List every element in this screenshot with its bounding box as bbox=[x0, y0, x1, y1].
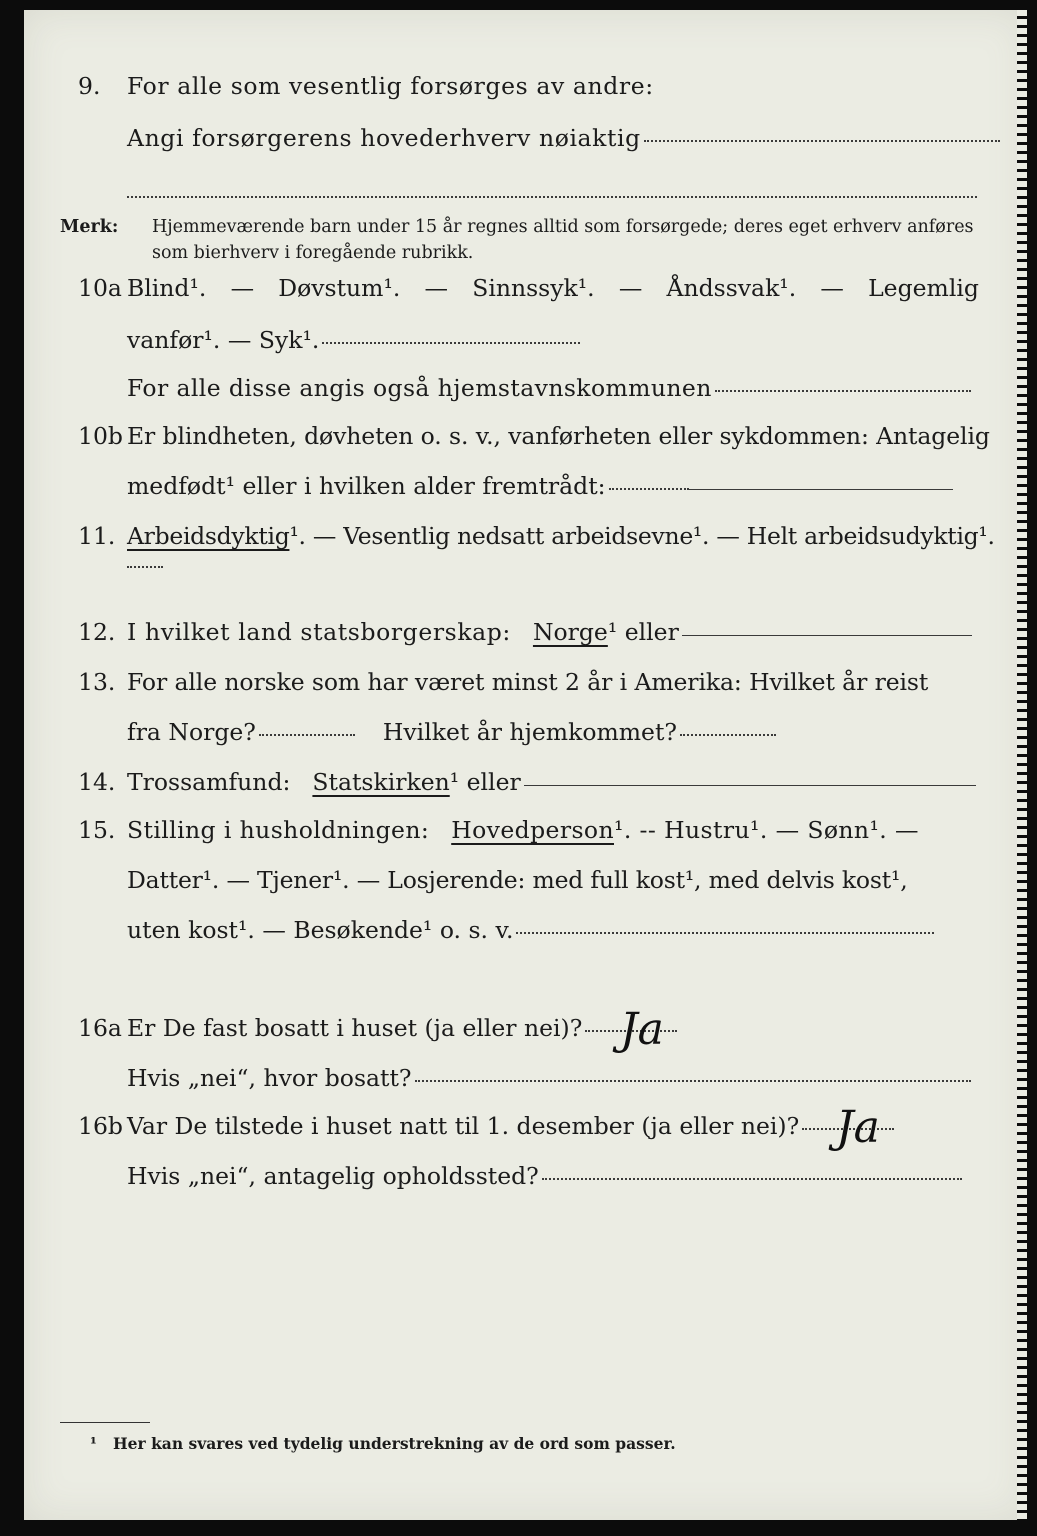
question-number: 10b bbox=[78, 422, 123, 450]
handwritten-answer-16a: Ja bbox=[620, 1004, 664, 1055]
question-text: I hvilket land statsborgerskap: bbox=[127, 618, 511, 646]
question-text: ¹ eller bbox=[607, 618, 679, 646]
question-number: 10a bbox=[78, 274, 122, 302]
option-list-rest[interactable]: ¹. — Vesentlig nedsatt arbeidsevne¹. — Helt arbeidsudyktig¹. bbox=[289, 522, 995, 550]
answer-field-syk[interactable] bbox=[322, 342, 580, 344]
census-form-page bbox=[24, 10, 1027, 1520]
question-text: medfødt¹ eller i hvilken alder fremtrådt: bbox=[127, 472, 606, 500]
dash: — bbox=[230, 274, 255, 302]
question-text: Trossamfund: bbox=[127, 768, 291, 796]
answer-field-hjemstavn[interactable] bbox=[715, 390, 971, 392]
footnote-text: Her kan svares ved tydelig understrekning av de ord som passer. bbox=[113, 1434, 676, 1453]
question-text: Er blindheten, døvheten o. s. v., vanførheten eller sykdommen: Antagelig bbox=[127, 422, 990, 450]
handwritten-answer-16b: Ja bbox=[836, 1102, 880, 1153]
question-text: Stilling i husholdningen: bbox=[127, 816, 430, 844]
question-text: For alle som vesentlig forsørges av andre: bbox=[127, 72, 654, 100]
question-text: Hvis „nei“, hvor bosatt? bbox=[127, 1064, 412, 1092]
option-andssvak[interactable]: Åndssvak¹. bbox=[666, 274, 797, 302]
answer-field-year-returned[interactable] bbox=[680, 734, 776, 736]
option-list[interactable]: ¹. -- Hustru¹. — Sønn¹. — bbox=[614, 816, 919, 844]
option-sinnssyk[interactable]: Sinnssyk¹. bbox=[472, 274, 595, 302]
answer-line-religion[interactable] bbox=[524, 785, 976, 786]
question-number: 15. bbox=[78, 816, 116, 844]
question-text: fra Norge? bbox=[127, 718, 256, 746]
option-legemlig[interactable]: Legemlig bbox=[868, 274, 979, 302]
question-number: 9. bbox=[78, 72, 101, 100]
answer-field-11[interactable] bbox=[127, 566, 163, 568]
question-text: For alle norske som har været minst 2 år i Amerika: Hvilket år reist bbox=[127, 668, 929, 696]
note-label: Merk: bbox=[60, 217, 119, 237]
question-number: 16b bbox=[78, 1112, 123, 1140]
perforated-edge bbox=[1017, 10, 1027, 1520]
question-10a bbox=[24, 274, 1027, 314]
question-text: Angi forsørgerens hovederhverv nøiaktig bbox=[127, 124, 641, 152]
option-arbeidsdyktig-selected[interactable]: Arbeidsdyktig bbox=[127, 522, 290, 550]
footnote-marker: ¹ bbox=[90, 1434, 97, 1453]
option-list[interactable]: uten kost¹. — Besøkende¹ o. s. v. bbox=[127, 916, 514, 944]
question-number: 16a bbox=[78, 1014, 122, 1042]
answer-line-country[interactable] bbox=[682, 635, 972, 636]
option-list bbox=[127, 274, 979, 302]
option-statskirken-selected[interactable]: Statskirken bbox=[312, 768, 450, 796]
option-norge-selected[interactable]: Norge bbox=[532, 618, 608, 646]
answer-field-occupation[interactable] bbox=[644, 140, 1000, 142]
answer-field-year-left[interactable] bbox=[259, 734, 355, 736]
footnote bbox=[90, 1434, 676, 1453]
option-blind[interactable]: Blind¹. bbox=[127, 274, 207, 302]
question-number: 14. bbox=[78, 768, 116, 796]
question-number: 13. bbox=[78, 668, 116, 696]
dash: — bbox=[618, 274, 643, 302]
answer-line[interactable] bbox=[689, 489, 953, 490]
option-list[interactable]: Datter¹. — Tjener¹. — Losjerende: med full kost¹, med delvis kost¹, bbox=[127, 866, 908, 894]
footnote-divider bbox=[60, 1422, 150, 1423]
answer-field-alder[interactable] bbox=[609, 488, 689, 490]
question-number: 11. bbox=[78, 522, 116, 550]
question-text: ¹ eller bbox=[449, 768, 521, 796]
question-text: Var De tilstede i huset natt til 1. desember (ja eller nei)? bbox=[127, 1112, 800, 1140]
option-hovedperson-selected[interactable]: Hovedperson bbox=[451, 816, 614, 844]
dash: — bbox=[820, 274, 844, 302]
dotted-divider bbox=[127, 196, 977, 198]
option-dovstum[interactable]: Døvstum¹. bbox=[278, 274, 401, 302]
question-number: 12. bbox=[78, 618, 116, 646]
question-text: For alle disse angis også hjemstavnskommunen bbox=[127, 374, 712, 402]
note-block bbox=[60, 214, 990, 263]
question-text: Hvis „nei“, antagelig opholdssted? bbox=[127, 1162, 539, 1190]
question-text: Hvilket år hjemkommet? bbox=[382, 718, 678, 746]
question-text: Er De fast bosatt i huset (ja eller nei)? bbox=[127, 1014, 583, 1042]
answer-field-opholdssted[interactable] bbox=[542, 1178, 962, 1180]
dash: — bbox=[424, 274, 449, 302]
option-vanfor-syk[interactable]: vanfør¹. — Syk¹. bbox=[127, 326, 320, 354]
answer-field-15[interactable] bbox=[516, 932, 934, 934]
note-text: Hjemmeværende barn under 15 år regnes alltid som forsørgede; deres eget erhverv anføres som bierhverv i foregående rubrikk. bbox=[152, 217, 974, 263]
answer-field-bosatt[interactable] bbox=[415, 1080, 971, 1082]
